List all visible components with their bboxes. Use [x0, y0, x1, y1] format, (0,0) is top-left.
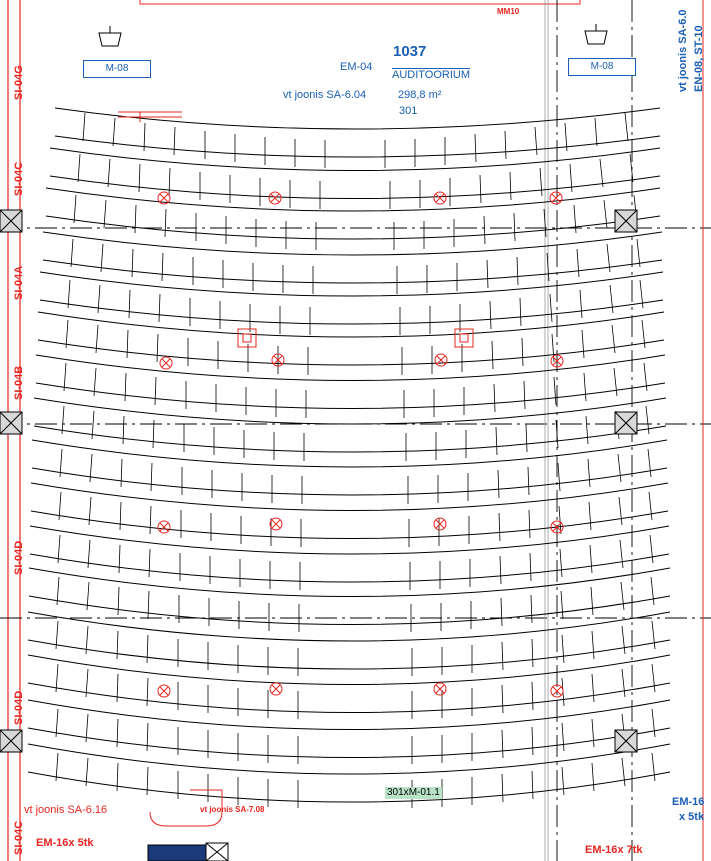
top-red-rail: [118, 112, 182, 122]
label-em16-right-qty: x 5tk: [679, 811, 705, 823]
grid-label-si04c-1: SI-04C: [13, 161, 25, 196]
grid-label-si04a: SI-04A: [13, 265, 25, 300]
column-markers: [0, 210, 637, 752]
ceiling-fixture-icons: [99, 24, 607, 46]
seat-dividers: [56, 113, 655, 808]
seat-mark-value: M-01.1: [408, 787, 440, 798]
room-seat-code: 301: [399, 105, 418, 117]
grid-label-si04g: SI-04G: [13, 65, 25, 100]
ref-label-en08-st10: EN-08, ST-10: [693, 25, 705, 92]
label-em16-5tk-left: EM-16x 5tk: [36, 837, 94, 849]
grid-label-si04d-1: SI-04D: [13, 540, 25, 575]
room-name: AUDITOORIUM: [392, 69, 471, 81]
room-ref: vt joonis SA-6.04: [283, 89, 367, 101]
seating-rows: [28, 105, 670, 802]
equipment-tag-m08-right[interactable]: M-08: [568, 58, 636, 76]
seat-count-tag: [385, 787, 442, 799]
equipment-symbols: [238, 329, 473, 347]
label-em16-right: EM-16: [672, 796, 705, 808]
grid-label-si04b: SI-04B: [13, 365, 25, 400]
label-mm10: MM10: [497, 7, 520, 16]
label-ref-sa708: vt joonis SA-7.08: [200, 805, 265, 814]
top-red-frame: [140, 0, 580, 4]
bottom-stage-block: [148, 843, 228, 861]
structural-band: [545, 0, 548, 861]
label-ref-sa616: vt joonis SA-6.16: [24, 804, 108, 816]
room-number: 1037: [393, 43, 427, 60]
ref-label-sa60: vt joonis SA-6.0: [677, 9, 689, 92]
seat-count-value: 301x: [387, 787, 409, 798]
equipment-tag-em04[interactable]: EM-04: [340, 61, 373, 73]
label-em16-7tk: EM-16x 7tk: [585, 844, 643, 856]
speaker-symbols: [158, 192, 563, 697]
room-area: 298,8 m²: [398, 89, 442, 101]
equipment-tag-m08-left[interactable]: M-08: [83, 60, 151, 78]
grid-label-si04c-2: SI-04C: [13, 820, 25, 855]
grid-label-si04d-2: SI-04D: [13, 690, 25, 725]
